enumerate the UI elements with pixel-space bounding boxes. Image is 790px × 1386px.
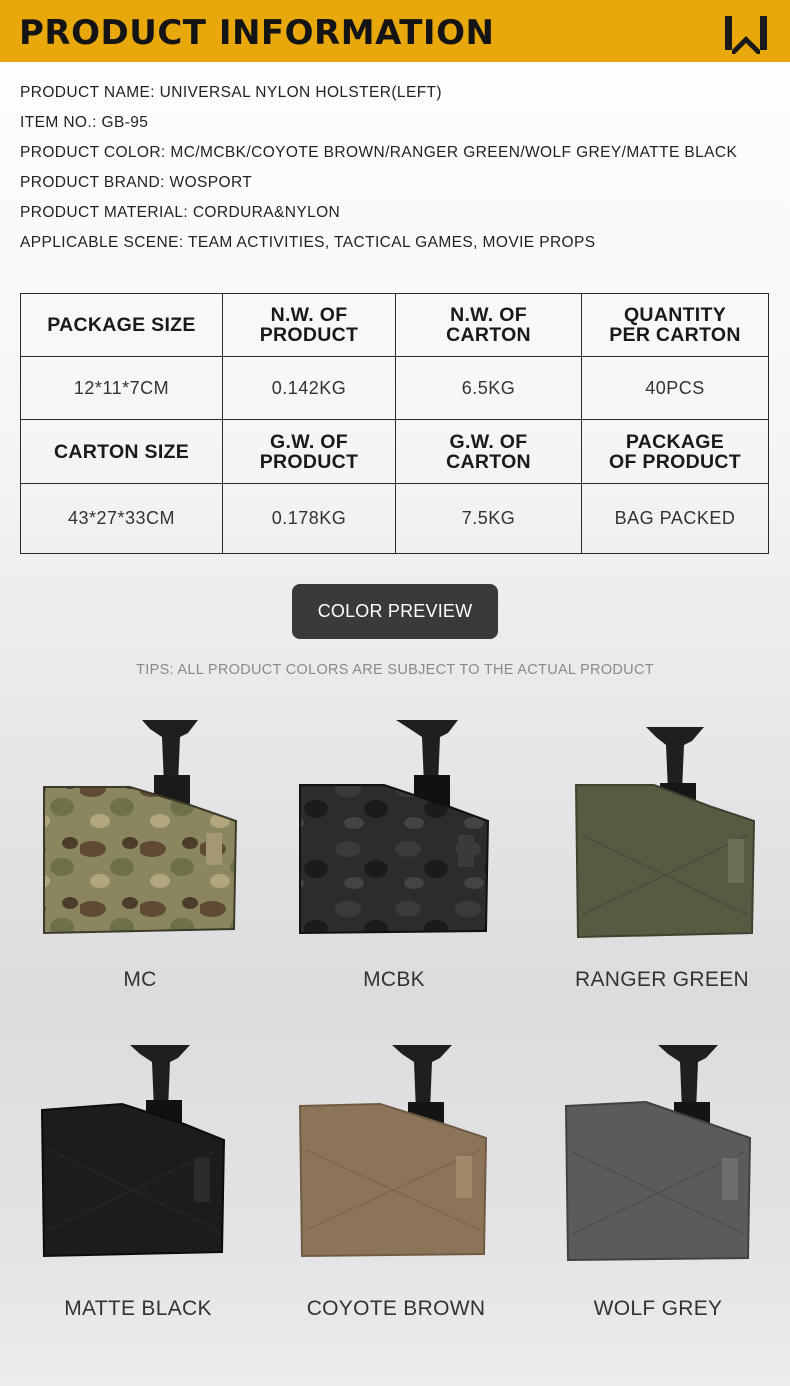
swatch-matte-black [18, 1040, 258, 1330]
table-header-cell: PACKAGE SIZE [21, 294, 223, 357]
holster-ranger-green-image [542, 715, 782, 945]
info-product-material: PRODUCT MATERIAL: CORDURA&NYLON [20, 204, 341, 221]
holster-mcbk-image [274, 715, 514, 945]
swatch-label-wolf-grey: WOLF GREY [593, 1297, 723, 1320]
table-header-cell: QUANTITY PER CARTON [582, 294, 769, 357]
info-product-color: PRODUCT COLOR: MC/MCBK/COYOTE BROWN/RANGER GREEN/WOLF GREY/MATTE BLACK [20, 144, 738, 161]
table-header-cell: CARTON SIZE [21, 420, 223, 484]
table-cell: 0.178KG [223, 484, 396, 554]
swatch-label-matte-black: MATTE BLACK [64, 1297, 212, 1320]
table-header-cell: G.W. OF PRODUCT [223, 420, 396, 484]
table-header-cell: N.W. OF PRODUCT [223, 294, 396, 357]
table-cell: 40PCS [582, 357, 769, 420]
table-cell: 0.142KG [223, 357, 396, 420]
table-header-cell: G.W. OF CARTON [396, 420, 582, 484]
table-header-cell: PACKAGE OF PRODUCT [582, 420, 769, 484]
holster-mc-image [20, 715, 260, 945]
info-item-no: ITEM NO.: GB-95 [20, 114, 149, 131]
color-preview-button[interactable]: COLOR PREVIEW [292, 584, 498, 639]
info-product-name: PRODUCT NAME: UNIVERSAL NYLON HOLSTER(LEFT) [20, 84, 442, 101]
swatch-label-coyote-brown: COYOTE BROWN [306, 1297, 486, 1320]
table-row [21, 420, 769, 484]
product-info [20, 84, 780, 264]
swatch-label-mc: MC [123, 968, 157, 991]
table-cell: 12*11*7CM [21, 357, 223, 420]
holster-coyote-brown-image [276, 1040, 516, 1270]
table-cell: 6.5KG [396, 357, 582, 420]
info-applicable-scene: APPLICABLE SCENE: TEAM ACTIVITIES, TACTICAL GAMES, MOVIE PROPS [20, 234, 596, 251]
swatch-coyote-brown [276, 1040, 516, 1330]
swatch-mc [20, 715, 260, 1015]
table-row [21, 357, 769, 420]
swatch-label-mcbk: MCBK [363, 968, 425, 991]
swatch-wolf-grey [538, 1040, 778, 1330]
swatch-ranger-green [542, 715, 782, 1015]
table-cell: 7.5KG [396, 484, 582, 554]
w-brand-logo-icon [722, 12, 770, 54]
info-product-brand: PRODUCT BRAND: WOSPORT [20, 174, 253, 191]
page-title: PRODUCT INFORMATION [19, 13, 495, 53]
swatch-mcbk [274, 715, 514, 1015]
table-cell: BAG PACKED [582, 484, 769, 554]
swatch-label-ranger-green: RANGER GREEN [575, 968, 749, 991]
table-row [21, 484, 769, 554]
table-header-cell: N.W. OF CARTON [396, 294, 582, 357]
holster-wolf-grey-image [538, 1040, 778, 1270]
tips-text: TIPS: ALL PRODUCT COLORS ARE SUBJECT TO THE ACTUAL PRODUCT [136, 662, 654, 678]
table-cell: 43*27*33CM [21, 484, 223, 554]
table-row [21, 294, 769, 357]
spec-table [20, 293, 769, 554]
holster-matte-black-image [18, 1040, 258, 1270]
header-banner [0, 0, 790, 62]
